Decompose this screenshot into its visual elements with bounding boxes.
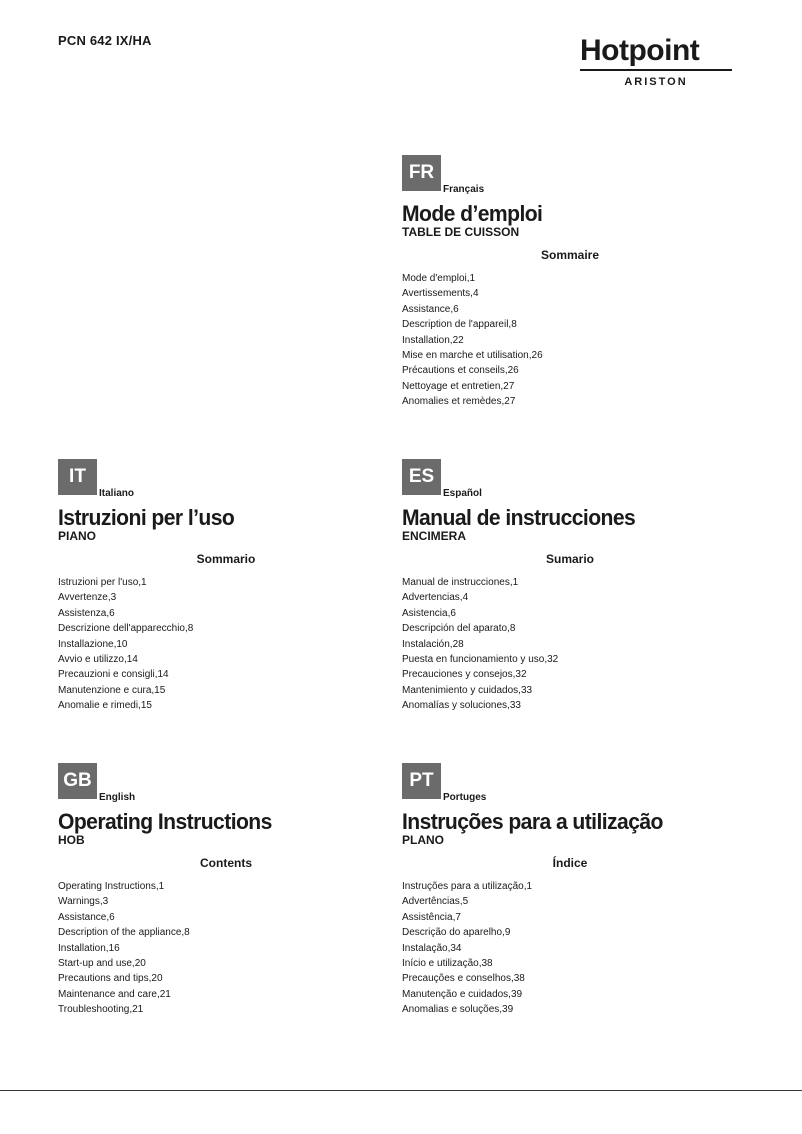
section-pt <box>402 763 742 1018</box>
toc-item[interactable]: Anomalies et remèdes,27 <box>402 396 516 408</box>
toc-item[interactable]: Nettoyage et entretien,27 <box>402 380 515 392</box>
section-title-fr: Mode d’emploi <box>402 201 543 226</box>
section-fr <box>402 155 742 410</box>
toc-item[interactable]: Início e utilização,38 <box>402 958 493 970</box>
brand-subname: ARISTON <box>624 75 688 88</box>
toc-item[interactable]: Advertencias,4 <box>402 592 469 604</box>
language-badge-gb: GB <box>58 763 97 799</box>
toc-item[interactable]: Precauzioni e consigli,14 <box>58 669 169 681</box>
toc-item[interactable]: Asistencia,6 <box>402 607 456 619</box>
toc-list-fr <box>402 271 742 410</box>
section-title-es: Manual de instrucciones <box>402 505 636 530</box>
toc-heading-pt: Índice <box>552 856 588 870</box>
toc-item[interactable]: Description de l'appareil,8 <box>402 319 517 331</box>
language-badge-pt: PT <box>402 763 441 799</box>
toc-item[interactable]: Start-up and use,20 <box>58 958 146 970</box>
toc-item[interactable]: Precautions and tips,20 <box>58 973 163 985</box>
language-badge-fr: FR <box>402 155 441 191</box>
toc-item[interactable]: Avvertenze,3 <box>58 592 117 604</box>
section-es <box>402 459 742 714</box>
toc-item[interactable]: Description of the appliance,8 <box>58 927 190 939</box>
toc-item[interactable]: Anomalie e rimedi,15 <box>58 700 152 712</box>
section-subtitle-it: PIANO <box>58 529 97 543</box>
toc-item[interactable]: Puesta en funcionamiento y uso,32 <box>402 654 559 666</box>
toc-heading-fr: Sommaire <box>540 248 600 262</box>
toc-item[interactable]: Mise en marche et utilisation,26 <box>402 350 543 362</box>
toc-item[interactable]: Installation,22 <box>402 334 464 346</box>
language-name-it: Italiano <box>99 488 135 499</box>
toc-item[interactable]: Descrizione dell'apparecchio,8 <box>58 623 194 635</box>
toc-item[interactable]: Mantenimiento y cuidados,33 <box>402 684 533 696</box>
section-gb <box>58 763 398 1018</box>
toc-item[interactable]: Mode d'emploi,1 <box>402 273 476 284</box>
section-it <box>58 459 398 714</box>
toc-item[interactable]: Assistência,7 <box>402 911 461 923</box>
toc-item[interactable]: Assistance,6 <box>402 303 459 315</box>
toc-item[interactable]: Istruzioni per l'uso,1 <box>58 577 147 588</box>
language-badge-es: ES <box>402 459 441 495</box>
language-name-pt: Portuges <box>443 792 487 803</box>
brand-name: Hotpoint <box>580 34 700 67</box>
language-badge-it: IT <box>58 459 97 495</box>
toc-heading-es: Sumario <box>545 552 594 566</box>
toc-item[interactable]: Precauciones y consejos,32 <box>402 669 527 681</box>
logo-divider <box>580 69 732 71</box>
toc-item[interactable]: Manutenção e cuidados,39 <box>402 988 523 1000</box>
section-title-gb: Operating Instructions <box>58 809 272 834</box>
toc-list-gb <box>58 879 398 1018</box>
toc-item[interactable]: Précautions et conseils,26 <box>402 365 519 377</box>
language-name-es: Español <box>443 488 482 499</box>
toc-item[interactable]: Assistenza,6 <box>58 607 115 619</box>
toc-item[interactable]: Assistance,6 <box>58 911 115 923</box>
toc-item[interactable]: Descrição do aparelho,9 <box>402 927 511 939</box>
brand-logo <box>580 36 732 88</box>
toc-item[interactable]: Avvio e utilizzo,14 <box>58 654 138 666</box>
section-subtitle-gb: HOB <box>58 833 85 847</box>
toc-list-pt <box>402 879 742 1018</box>
section-title-it: Istruzioni per l’uso <box>58 505 235 530</box>
language-name-gb: English <box>99 792 136 803</box>
toc-item[interactable]: Instalación,28 <box>402 638 464 650</box>
toc-item[interactable]: Maintenance and care,21 <box>58 988 171 1000</box>
toc-item[interactable]: Descripción del aparato,8 <box>402 623 516 635</box>
section-title-pt: Instruções para a utilização <box>402 809 663 834</box>
section-subtitle-pt: PLANO <box>402 833 444 847</box>
toc-item[interactable]: Advertências,5 <box>402 896 469 908</box>
toc-item[interactable]: Instruções para a utilização,1 <box>402 881 533 892</box>
toc-item[interactable]: Troubleshooting,21 <box>58 1004 144 1016</box>
toc-heading-it: Sommario <box>196 552 256 566</box>
language-name-fr: Français <box>443 184 485 195</box>
section-subtitle-fr: TABLE DE CUISSON <box>402 225 520 239</box>
toc-heading-gb: Contents <box>200 856 252 870</box>
toc-item[interactable]: Installation,16 <box>58 942 120 954</box>
toc-item[interactable]: Instalação,34 <box>402 942 462 954</box>
toc-item[interactable]: Manutenzione e cura,15 <box>58 684 166 696</box>
section-subtitle-es: ENCIMERA <box>402 529 467 543</box>
toc-list-it <box>58 575 398 714</box>
toc-item[interactable]: Avertissements,4 <box>402 288 479 300</box>
toc-item[interactable]: Warnings,3 <box>58 896 109 908</box>
toc-item[interactable]: Precauções e conselhos,38 <box>402 973 525 985</box>
toc-list-es <box>402 575 742 714</box>
toc-item[interactable]: Operating Instructions,1 <box>58 881 165 892</box>
footer-divider <box>0 1090 802 1091</box>
toc-item[interactable]: Anomalias e soluções,39 <box>402 1004 514 1016</box>
toc-item[interactable]: Installazione,10 <box>58 638 128 650</box>
toc-item[interactable]: Anomalías y soluciones,33 <box>402 700 521 712</box>
toc-item[interactable]: Manual de instrucciones,1 <box>402 577 519 588</box>
model-number: PCN 642 IX/HA <box>58 33 152 48</box>
